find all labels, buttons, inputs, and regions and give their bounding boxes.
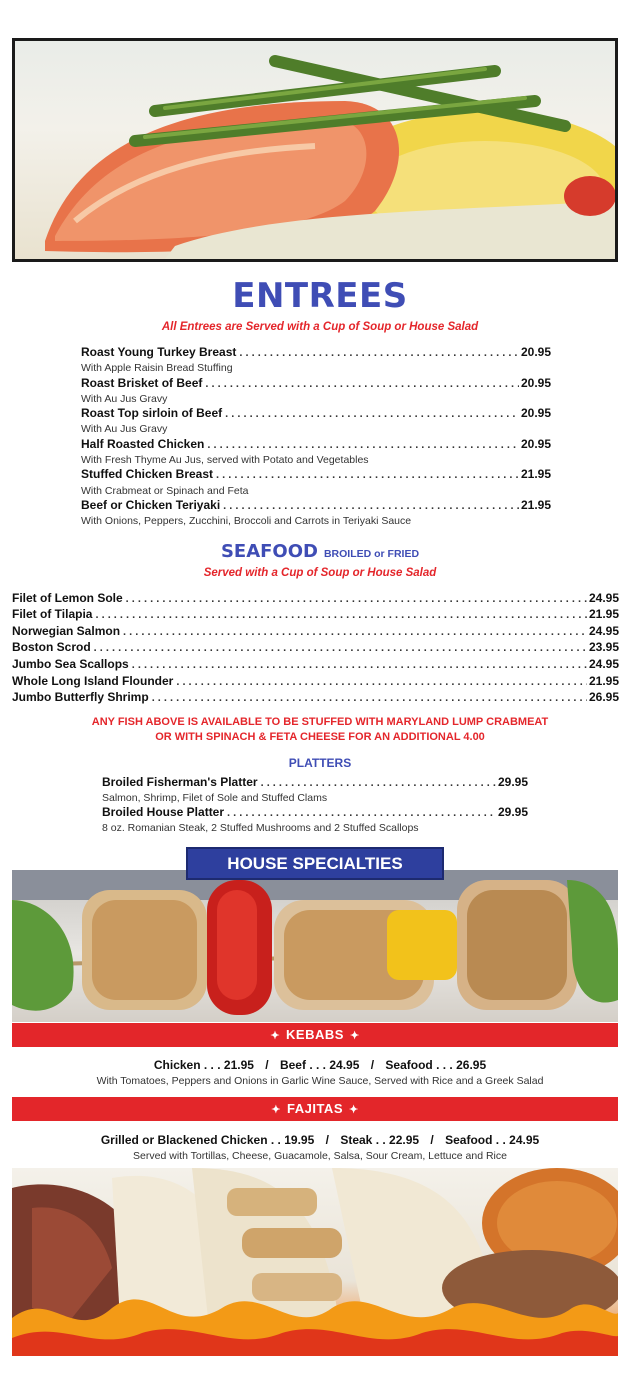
seafood-title: SEAFOOD	[220, 541, 318, 562]
option-price: 19.95	[284, 1133, 315, 1147]
option-price: 22.95	[389, 1133, 420, 1147]
entrees-title: ENTREES	[232, 276, 408, 316]
item-name: Roast Young Turkey Breast	[81, 345, 237, 359]
option-name: Seafood	[445, 1133, 493, 1147]
item-name: Broiled Fisherman's Platter	[102, 775, 258, 789]
item-price: 20.95	[520, 345, 551, 359]
kebab-illustration	[12, 870, 618, 1022]
option-name: Grilled or Blackened Chicken	[100, 1133, 268, 1147]
platters-title: PLATTERS	[288, 756, 352, 770]
item-price: 26.95	[588, 690, 619, 704]
fajitas-description: Served with Tortillas, Cheese, Guacamole, Salsa, Sour Cream, Lettuce and Rice	[133, 1150, 507, 1162]
option-dots: . . .	[309, 1058, 326, 1072]
star-icon: ✦	[349, 1030, 360, 1042]
menu-item	[12, 640, 619, 654]
item-name: Beef or Chicken Teriyaki	[81, 498, 221, 512]
option-price: 24.95	[329, 1058, 360, 1072]
item-price: 20.95	[520, 376, 551, 390]
entrees-note: All Entrees are Served with a Cup of Soup or House Salad	[161, 321, 479, 333]
option-name: Seafood	[385, 1058, 433, 1072]
option-dots: . . .	[436, 1058, 453, 1072]
menu-item	[12, 657, 619, 671]
item-name: Broiled House Platter	[102, 805, 225, 819]
menu-item	[81, 437, 551, 451]
menu-item	[102, 775, 528, 789]
fajita-illustration	[12, 1168, 618, 1356]
item-name: Jumbo Sea Scallops	[12, 657, 129, 671]
kebabs-description: With Tomatoes, Peppers and Onions in Garlic Wine Sauce, Served with Rice and a Greek Salad	[96, 1075, 544, 1087]
option-dots: . .	[495, 1133, 506, 1147]
item-price: 24.95	[588, 657, 619, 671]
dot-leader	[207, 439, 519, 451]
item-price: 23.95	[588, 640, 619, 654]
option-name: Chicken	[153, 1058, 201, 1072]
menu-item	[81, 498, 551, 512]
dot-leader	[227, 807, 496, 819]
item-description: With Au Jus Gravy	[81, 423, 168, 435]
item-name: Half Roasted Chicken	[81, 437, 205, 451]
fajita-photo	[12, 1168, 618, 1356]
separator: /	[325, 1133, 329, 1147]
kebabs-options	[0, 1058, 640, 1072]
dot-leader	[123, 626, 587, 638]
menu-item	[12, 690, 619, 704]
salmon-photo	[12, 38, 618, 262]
separator: /	[370, 1058, 375, 1072]
menu-item	[12, 607, 619, 621]
menu-item	[12, 624, 619, 638]
dot-leader	[261, 777, 496, 789]
salmon-illustration	[15, 41, 615, 259]
item-description: Salmon, Shrimp, Filet of Sole and Stuffed Clams	[102, 792, 328, 804]
item-description: With Onions, Peppers, Zucchini, Broccoli and Carrots in Teriyaki Sauce	[81, 515, 412, 527]
seafood-subtitle: BROILED or FRIED	[323, 548, 420, 560]
menu-item	[102, 805, 528, 819]
option-price: 21.95	[223, 1058, 254, 1072]
seafood-heading	[0, 541, 640, 562]
item-price: 29.95	[497, 805, 528, 819]
option-price: 24.95	[509, 1133, 540, 1147]
fajitas-options	[0, 1133, 640, 1147]
menu-item	[12, 591, 619, 605]
item-description: 8 oz. Romanian Steak, 2 Stuffed Mushrooms and 2 Stuffed Scallops	[102, 822, 419, 834]
dot-leader	[126, 593, 587, 605]
stuffed-note-line1: ANY FISH ABOVE IS AVAILABLE TO BE STUFFED WITH MARYLAND LUMP CRABMEAT	[91, 716, 549, 728]
kebab-photo	[12, 870, 618, 1022]
star-icon: ✦	[271, 1104, 281, 1116]
dot-leader	[95, 609, 587, 621]
item-name: Filet of Lemon Sole	[12, 591, 123, 605]
house-specialties-banner: HOUSE SPECIALTIES	[186, 847, 444, 880]
dot-leader	[176, 676, 587, 688]
item-name: Stuffed Chicken Breast	[81, 467, 214, 481]
item-name: Filet of Tilapia	[12, 607, 93, 621]
item-name: Norwegian Salmon	[12, 624, 121, 638]
item-price: 24.95	[588, 591, 619, 605]
menu-item	[81, 467, 551, 481]
item-price: 24.95	[588, 624, 619, 638]
item-price: 21.95	[588, 674, 619, 688]
menu-item	[81, 376, 551, 390]
item-price: 20.95	[520, 437, 551, 451]
item-price: 21.95	[520, 498, 551, 512]
stuffed-note-line2: OR WITH SPINACH & FETA CHEESE FOR AN ADDITIONAL 4.00	[155, 731, 485, 743]
dot-leader	[223, 500, 519, 512]
item-price: 20.95	[520, 406, 551, 420]
menu-item	[81, 406, 551, 420]
item-name: Roast Brisket of Beef	[81, 376, 203, 390]
kebabs-band	[12, 1023, 618, 1047]
item-price: 21.95	[588, 607, 619, 621]
dot-leader	[205, 378, 519, 390]
item-price: 29.95	[497, 775, 528, 789]
dot-leader	[239, 347, 519, 359]
dot-leader	[132, 659, 587, 671]
item-name: Boston Scrod	[12, 640, 91, 654]
option-dots: . . .	[203, 1058, 221, 1072]
fajitas-band	[12, 1097, 618, 1121]
item-name: Whole Long Island Flounder	[12, 674, 174, 688]
option-price: 26.95	[456, 1058, 487, 1072]
item-description: With Au Jus Gravy	[81, 393, 168, 405]
option-dots: . .	[270, 1133, 281, 1147]
separator: /	[430, 1133, 434, 1147]
star-icon: ✦	[349, 1104, 359, 1116]
item-description: With Apple Raisin Bread Stuffing	[81, 362, 233, 374]
item-description: With Fresh Thyme Au Jus, served with Potato and Vegetables	[81, 454, 369, 466]
menu-item	[81, 345, 551, 359]
menu-item	[12, 674, 619, 688]
option-name: Steak	[340, 1133, 373, 1147]
dot-leader	[152, 692, 587, 704]
kebabs-title: KEBABS	[286, 1027, 344, 1042]
item-price: 21.95	[520, 467, 551, 481]
item-name: Roast Top sirloin of Beef	[81, 406, 223, 420]
option-dots: . .	[375, 1133, 386, 1147]
star-icon: ✦	[270, 1030, 281, 1042]
fajitas-title: FAJITAS	[287, 1101, 343, 1116]
seafood-note: Served with a Cup of Soup or House Salad	[203, 567, 437, 579]
separator: /	[265, 1058, 269, 1072]
option-name: Beef	[279, 1058, 306, 1072]
dot-leader	[216, 469, 519, 481]
dot-leader	[94, 642, 587, 654]
item-name: Jumbo Butterfly Shrimp	[12, 690, 149, 704]
item-description: With Crabmeat or Spinach and Feta	[81, 485, 249, 497]
dot-leader	[225, 408, 519, 420]
